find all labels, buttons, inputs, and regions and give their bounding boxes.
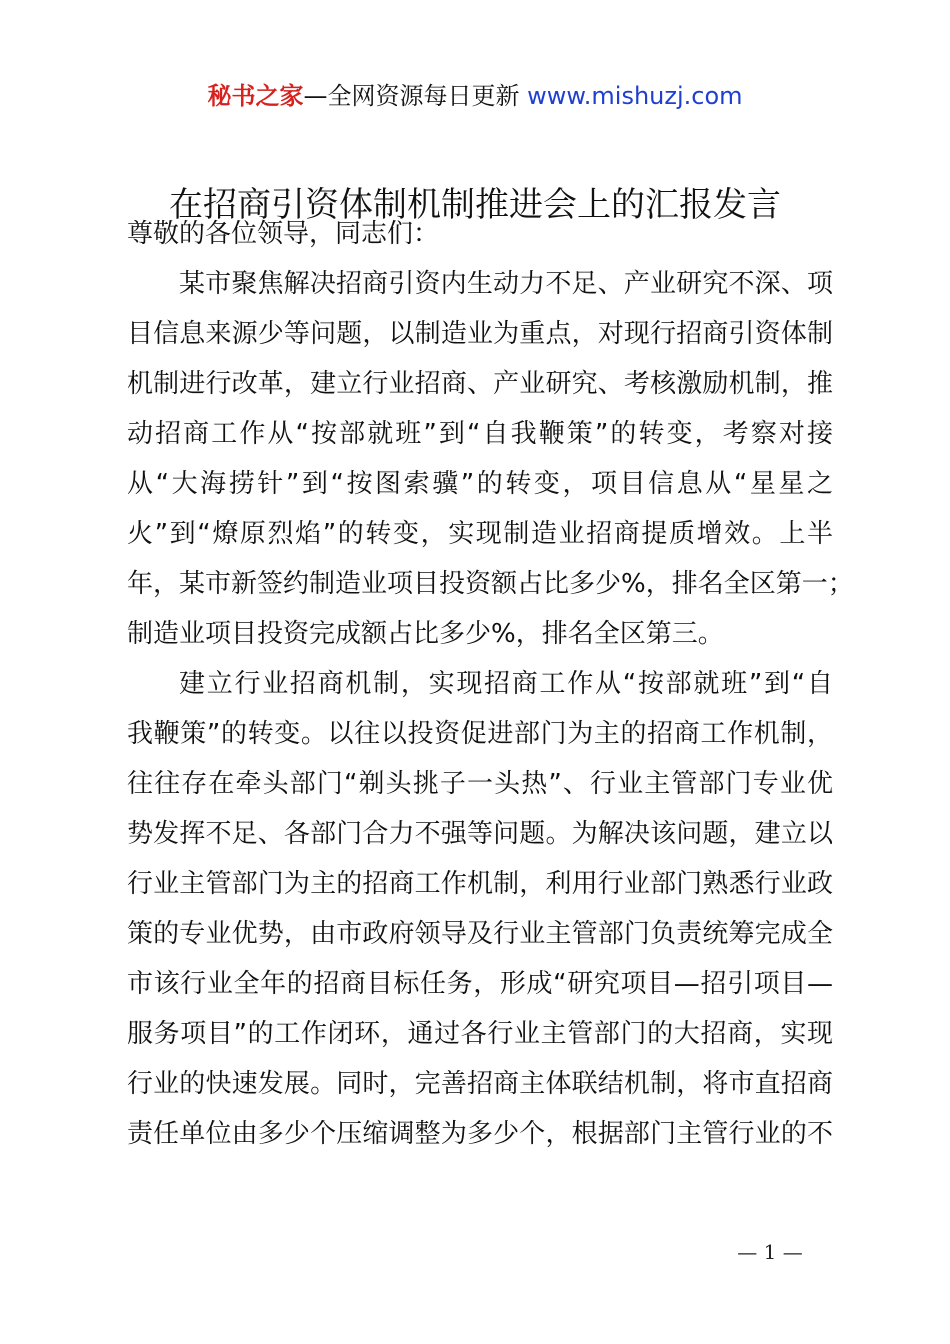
text-line: 市该行业全年的招商目标任务，形成“研究项目—招引项目— (127, 969, 833, 999)
paragraph-1 (127, 259, 854, 659)
text-line: 建立行业招商机制，实现招商工作从“按部就班”到“自 (179, 669, 833, 699)
text-line: 动招商工作从“按部就班”到“自我鞭策”的转变，考察对接 (127, 419, 833, 449)
text-line: 某市聚焦解决招商引资内生动力不足、产业研究不深、项 (179, 269, 833, 299)
website-link[interactable]: www.mishuzj.com (527, 82, 743, 110)
text-line: 行业主管部门为主的招商工作机制，利用行业部门熟悉行业政 (127, 869, 833, 899)
text-line: 年，某市新签约制造业项目投资额占比多少%，排名全区第一； (127, 569, 854, 599)
text-line: 往往存在牵头部门“剃头挑子一头热”、行业主管部门专业优 (127, 769, 833, 799)
brand-name: 秘书之家 (207, 82, 304, 110)
text-line: 制造业项目投资完成额占比多少%，排名全区第三。 (127, 619, 724, 649)
document-title: 在招商引资体制机制推进会上的汇报发言 (169, 185, 781, 225)
paragraph-2 (127, 659, 833, 1159)
text-line: 火”到“燎原烈焰”的转变，实现制造业招商提质增效。上半 (127, 519, 833, 549)
site-header (0, 80, 950, 112)
text-line: 我鞭策”的转变。以往以投资促进部门为主的招商工作机制， (127, 719, 833, 749)
text-line: 服务项目”的工作闭环，通过各行业主管部门的大招商，实现 (127, 1019, 833, 1049)
text-line: 机制进行改革，建立行业招商、产业研究、考核激励机制，推 (127, 369, 833, 399)
text-line: 行业的快速发展。同时，完善招商主体联结机制，将市直招商 (127, 1069, 833, 1099)
text-line: 责任单位由多少个压缩调整为多少个，根据部门主管行业的不 (127, 1119, 833, 1149)
text-line: 目信息来源少等问题，以制造业为重点，对现行招商引资体制 (127, 319, 833, 349)
text-line: 势发挥不足、各部门合力不强等问题。为解决该问题，建立以 (127, 819, 833, 849)
text-line: 从“大海捞针”到“按图索骥”的转变，项目信息从“星星之 (127, 469, 833, 499)
greeting: 尊敬的各位领导，同志们： (127, 219, 440, 249)
document-body (127, 209, 854, 1159)
text-line: 策的专业优势，由市政府领导及行业主管部门负责统筹完成全 (127, 919, 833, 949)
header-tagline: —全网资源每日更新 (303, 82, 528, 110)
page-number: — 1 — (737, 1240, 803, 1264)
